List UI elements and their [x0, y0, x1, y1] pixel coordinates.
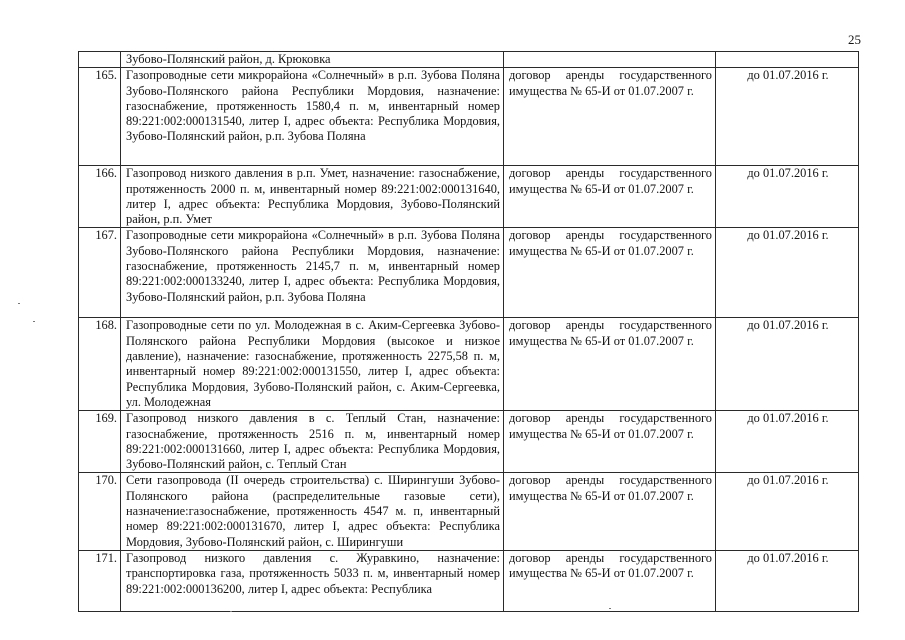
description-cell: Сети газопровода (II очередь строительства) с. Ширингуши Зубово-Полянского района (распределительные газовые сети), назначение:газоснабжение, протяженность 4547 м. п, инвентарный номер 89:221:002:000131670, литер I, адрес объекта: Республика Мордовия, Зубово-Полянский район, с. Ширингуши	[121, 473, 504, 550]
row-number-cell: 169.	[79, 411, 121, 473]
page-number: 25	[848, 32, 861, 47]
term-cell: до 01.07.2016 г.	[716, 473, 859, 550]
description-cell: Газопровод низкого давления в р.п. Умет, назначение: газоснабжение, протяженность 2000 п. м, инвентарный номер 89:221:002:000131640, литер I, адрес объекта: Республика Мордовия, Зубово-Полянский район, р.п. Умет	[121, 166, 504, 228]
description-cell: Газопровод низкого давления в с. Теплый Стан, назначение: газоснабжение, протяженность 2516 п. м, инвентарный номер 89:221:002:000131660, литер I, адрес объекта: Республика Мордовия, Зубово-Полянский район, с. Теплый Стан	[121, 411, 504, 473]
term-cell: до 01.07.2016 г.	[716, 411, 859, 473]
table-row	[79, 411, 859, 473]
term-cell: до 01.07.2016 г.	[716, 318, 859, 411]
term-cell	[716, 52, 859, 68]
term-cell: до 01.07.2016 г.	[716, 550, 859, 611]
basis-cell	[504, 52, 716, 68]
term-cell: до 01.07.2016 г.	[716, 166, 859, 228]
scan-speck	[609, 608, 611, 609]
basis-cell: договор аренды государственного имущества № 65-И от 01.07.2007 г.	[504, 550, 716, 611]
term-cell: до 01.07.2016 г.	[716, 68, 859, 166]
basis-cell: договор аренды государственного имущества № 65-И от 01.07.2007 г.	[504, 68, 716, 166]
description-cell: Газопроводные сети микрорайона «Солнечный» в р.п. Зубова Поляна Зубово-Полянского района Республики Мордовия, назначение: газоснабжение, протяженность 2145,7 п. м, инвентарный номер 89:221:002:000133240, литер I, адрес объекта: Республика Мордовия, Зубово-Полянский район, р.п. Зубова Поляна	[121, 228, 504, 318]
table-row	[79, 550, 859, 611]
table-row	[79, 68, 859, 166]
row-number-cell: 170.	[79, 473, 121, 550]
basis-cell: договор аренды государственного имущества № 65-И от 01.07.2007 г.	[504, 166, 716, 228]
row-number-cell: 168.	[79, 318, 121, 411]
row-number-cell	[79, 52, 121, 68]
description-cell: Газопроводные сети по ул. Молодежная в с. Аким-Сергеевка Зубово-Полянского района Республики Мордовия (высокое и низкое давление), назначение: газоснабжение, протяженность 2275,58 п. м, инвентарный номер 89:221:002:000131550, литер I, адрес объекта: Республика Мордовия, Зубово-Полянский район, с. Аким-Сергеевка, ул. Молодежная	[121, 318, 504, 411]
row-number-cell: 165.	[79, 68, 121, 166]
table-row	[79, 318, 859, 411]
basis-cell: договор аренды государственного имущества № 65-И от 01.07.2007 г.	[504, 411, 716, 473]
basis-cell: договор аренды государственного имущества № 65-И от 01.07.2007 г.	[504, 228, 716, 318]
description-cell: Зубово-Полянский район, д. Крюковка	[121, 52, 504, 68]
term-cell: до 01.07.2016 г.	[716, 228, 859, 318]
row-number-cell: 167.	[79, 228, 121, 318]
scan-speck	[230, 611, 232, 612]
scan-speck	[18, 303, 20, 304]
scan-speck	[33, 321, 35, 322]
description-cell: Газопровод низкого давления с. Журавкино, назначение: транспортировка газа, протяженность 5033 п. м, инвентарный номер 89:221:002:000136200, литер I, адрес объекта: Республика	[121, 550, 504, 611]
table-row	[79, 473, 859, 550]
basis-cell: договор аренды государственного имущества № 65-И от 01.07.2007 г.	[504, 473, 716, 550]
table-row	[79, 166, 859, 228]
table-row	[79, 228, 859, 318]
row-number-cell: 171.	[79, 550, 121, 611]
basis-cell: договор аренды государственного имущества № 65-И от 01.07.2007 г.	[504, 318, 716, 411]
table-row-continuation	[79, 52, 859, 68]
description-cell: Газопроводные сети микрорайона «Солнечный» в р.п. Зубова Поляна Зубово-Полянского района Республики Мордовия, назначение: газоснабжение, протяженность 1580,4 п. м, инвентарный номер 89:221:002:000131540, литер I, адрес объекта: Республика Мордовия, Зубово-Полянский район, р.п. Зубова Поляна	[121, 68, 504, 166]
row-number-cell: 166.	[79, 166, 121, 228]
property-registry-table	[78, 51, 859, 612]
